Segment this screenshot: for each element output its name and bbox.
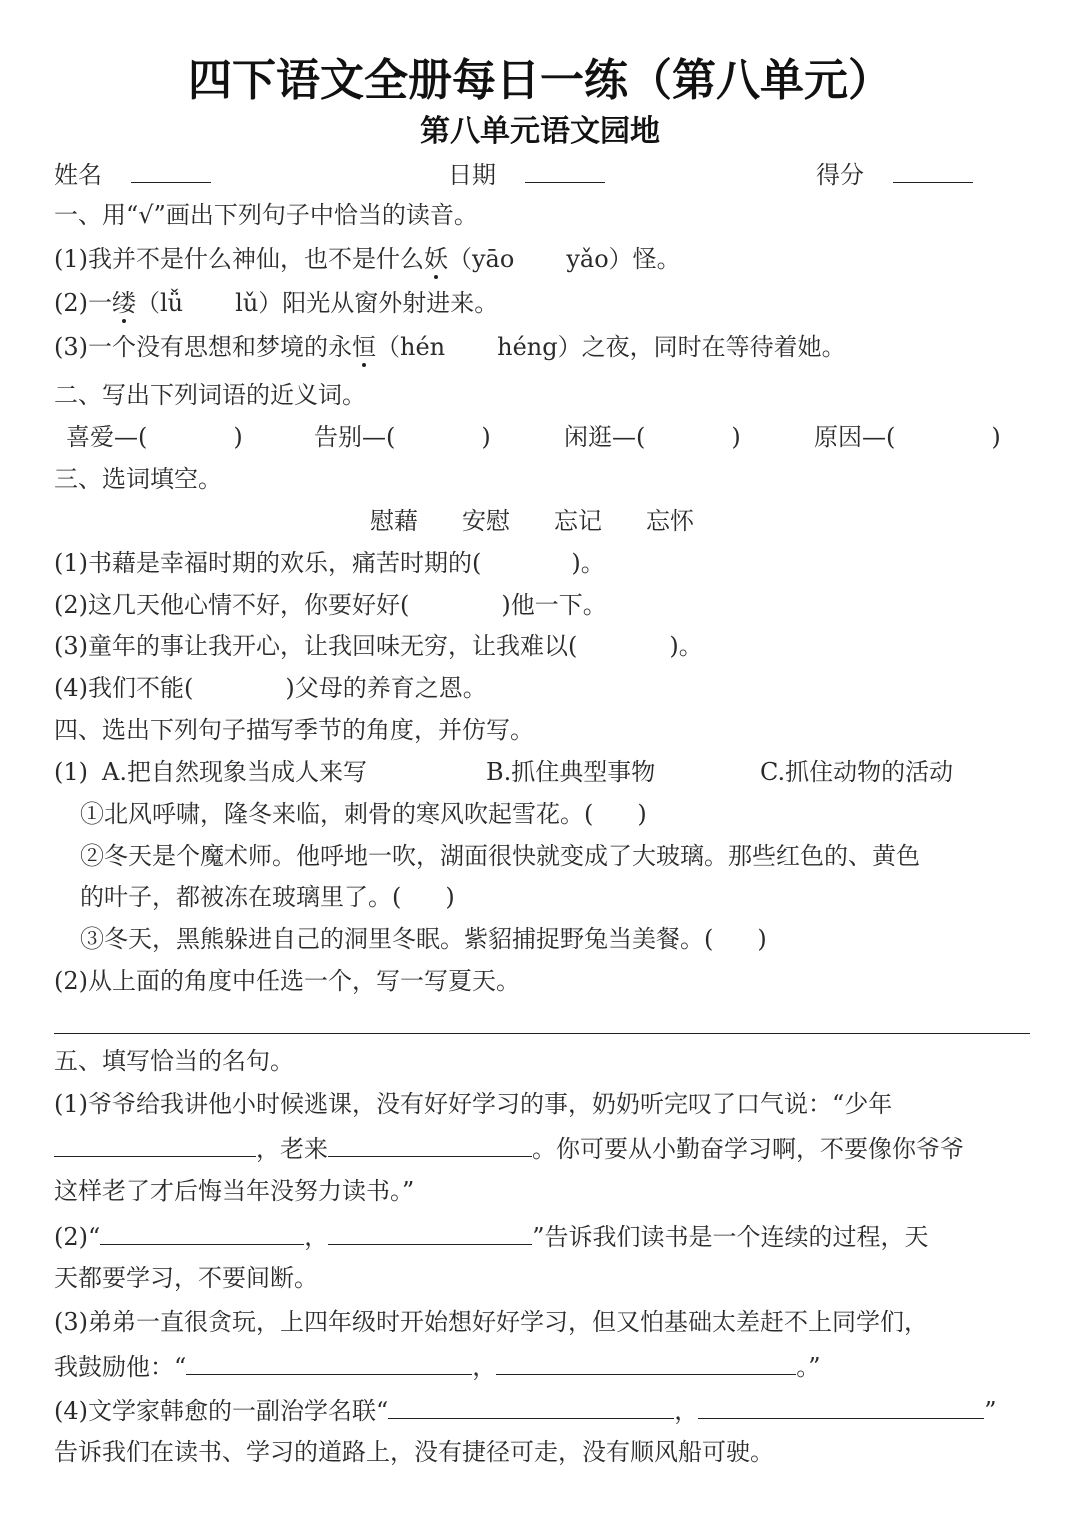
q-text: (4)文学家韩愈的一副治学名联“: [54, 1397, 389, 1425]
synonym-word: 闲逛—(: [564, 423, 646, 451]
q-text: ，: [472, 1353, 497, 1381]
q-text: (3)一个没有思想和梦境的永: [54, 333, 352, 361]
sentence-text: 的叶子，都被冻在玻璃里了。(: [80, 883, 402, 911]
q-text-end: )他一下。: [501, 591, 607, 619]
season-sentence-2-cont: [80, 880, 455, 914]
q-text: (2)“: [54, 1223, 101, 1251]
synonym-item-3: [564, 420, 741, 454]
section3-heading: 三、选词填空。: [54, 465, 222, 493]
q-text: (1)我并不是什么神仙，也不是什么: [54, 245, 424, 273]
date-blank[interactable]: [525, 156, 605, 183]
quote-blank[interactable]: [186, 1348, 472, 1375]
q-text: ”告诉我们读书是一个连续的过程，天: [532, 1223, 929, 1251]
synonym-close: ): [991, 423, 1001, 451]
q-text: (4)我们不能(: [54, 674, 194, 702]
q-text-end: 怪。: [632, 245, 681, 273]
synonym-item-1: [66, 420, 243, 454]
quote-question-3: (3)弟弟一直很贪玩，上四年级时开始想好好学习，但又怕基础太差赶不上同学们，: [54, 1308, 928, 1336]
q-text: 。你可要从小勤奋学习啊，不要像你爷爷: [532, 1135, 964, 1163]
q-text: ，: [674, 1397, 699, 1425]
option-c: C.抓住动物的活动: [760, 758, 954, 786]
sentence-close: ): [445, 883, 455, 911]
name-blank[interactable]: [131, 156, 211, 183]
quote-blank[interactable]: [100, 1218, 304, 1245]
score-field: [816, 156, 973, 192]
pinyin-option-b[interactable]: lǔ）: [235, 289, 283, 317]
season-sentence-3: [80, 922, 767, 956]
target-char: 缕: [112, 289, 136, 317]
section2-heading: 二、写出下列词语的近义词。: [54, 381, 366, 409]
synonym-close: ): [233, 423, 243, 451]
q-text: (2)这几天他心情不好，你要好好(: [54, 591, 410, 619]
options-prefix: (1): [54, 758, 88, 786]
quote-question-2-cont: 天都要学习，不要间断。: [54, 1264, 318, 1292]
target-char: 恒: [352, 333, 376, 361]
word-bank-item: 忘怀: [646, 507, 694, 535]
option-a: A.把自然现象当成人来写: [102, 758, 367, 786]
word-bank-item: 忘记: [554, 507, 602, 535]
quote-blank[interactable]: [496, 1348, 796, 1375]
q-text-end: )。: [571, 549, 605, 577]
q-text-end: )父母的养育之恩。: [285, 674, 487, 702]
sentence-text: ①北风呼啸，隆冬来临，刺骨的寒风吹起雪花。(: [80, 800, 594, 828]
q-text: ，: [304, 1223, 329, 1251]
section1-question-2: [54, 286, 498, 320]
q-text-end: 之夜，同时在等待着她。: [581, 333, 846, 361]
section4-options: [54, 755, 367, 789]
q-text: (1)书藉是幸福时期的欢乐，痛苦时期的(: [54, 549, 482, 577]
q-text: ”: [984, 1397, 997, 1425]
q-text: (2)一: [54, 289, 112, 317]
synonym-word: 告别—(: [314, 423, 396, 451]
quote-blank[interactable]: [54, 1130, 256, 1157]
score-label: 得分: [816, 161, 864, 189]
name-field: [54, 156, 211, 192]
synonym-close: ): [731, 423, 741, 451]
section3-question-1: [54, 546, 605, 580]
word-bank: [370, 504, 694, 538]
pinyin-option-a[interactable]: （yāo: [448, 245, 515, 273]
q-text: ，老来: [256, 1135, 328, 1163]
q-text-end: )。: [669, 632, 703, 660]
page-subtitle: 第八单元语文园地: [420, 114, 660, 149]
quote-question-1-end: 这样老了才后悔当年没努力读书。”: [54, 1177, 415, 1205]
writing-line[interactable]: [54, 1033, 1030, 1034]
page-title: 四下语文全册每日一练（第八单元）: [188, 55, 892, 106]
season-sentence-2: ②冬天是个魔术师。他呼地一吹，湖面很快就变成了大玻璃。那些红色的、黄色: [80, 842, 920, 870]
quote-blank[interactable]: [388, 1392, 674, 1419]
quote-question-4: [54, 1392, 997, 1428]
q-text: (3)童年的事让我开心，让我回味无穷，让我难以(: [54, 632, 578, 660]
quote-blank[interactable]: [328, 1130, 532, 1157]
pinyin-option-a[interactable]: （lǚ: [136, 289, 184, 317]
section4-question-2: (2)从上面的角度中任选一个，写一写夏天。: [54, 967, 520, 995]
quote-blank[interactable]: [698, 1392, 984, 1419]
season-sentence-1: [80, 797, 647, 831]
section4-heading: 四、选出下列句子描写季节的角度，并仿写。: [54, 716, 534, 744]
section3-question-4: [54, 671, 487, 705]
q-text: 我鼓励他：“: [54, 1353, 187, 1381]
option-b-wrap: [486, 755, 655, 789]
synonym-item-4: [814, 420, 1001, 454]
section5-heading: 五、填写恰当的名句。: [54, 1047, 294, 1075]
quote-blank[interactable]: [328, 1218, 532, 1245]
target-char: 妖: [424, 245, 448, 273]
score-blank[interactable]: [893, 156, 973, 183]
section3-question-2: [54, 588, 607, 622]
synonym-word: 原因—(: [814, 423, 896, 451]
pinyin-option-b[interactable]: héng）: [497, 333, 582, 361]
date-label: 日期: [448, 161, 496, 189]
quote-question-1-cont: [54, 1130, 964, 1166]
section1-question-1: [54, 242, 681, 276]
name-label: 姓名: [54, 161, 102, 189]
option-c-wrap: [760, 755, 953, 789]
pinyin-option-b[interactable]: yǎo）: [566, 245, 633, 273]
synonym-item-2: [314, 420, 491, 454]
quote-question-3-cont: [54, 1348, 821, 1384]
option-b: B.抓住典型事物: [486, 758, 656, 786]
synonym-close: ): [481, 423, 491, 451]
sentence-text: ③冬天，黑熊躲进自己的洞里冬眠。紫貂捕捉野兔当美餐。(: [80, 925, 714, 953]
pinyin-option-a[interactable]: （hén: [376, 333, 446, 361]
section1-heading: 一、用“√”画出下列句子中恰当的读音。: [54, 201, 478, 229]
word-bank-item: 安慰: [462, 507, 510, 535]
date-field: [448, 156, 605, 192]
quote-question-2: [54, 1218, 929, 1254]
synonym-word: 喜爱—(: [66, 423, 148, 451]
word-bank-item: 慰藉: [370, 507, 418, 535]
quote-question-4-cont: 告诉我们在读书、学习的道路上，没有捷径可走，没有顺风船可驶。: [54, 1438, 774, 1466]
section3-question-3: [54, 629, 703, 663]
q-text: 。”: [796, 1353, 821, 1381]
section1-question-3: [54, 330, 846, 364]
sentence-close: ): [757, 925, 767, 953]
quote-question-1: (1)爷爷给我讲他小时候逃课，没有好好学习的事，奶奶听完叹了口气说：“少年: [54, 1090, 893, 1118]
q-text-end: 阳光从窗外射进来。: [282, 289, 499, 317]
sentence-close: ): [637, 800, 647, 828]
